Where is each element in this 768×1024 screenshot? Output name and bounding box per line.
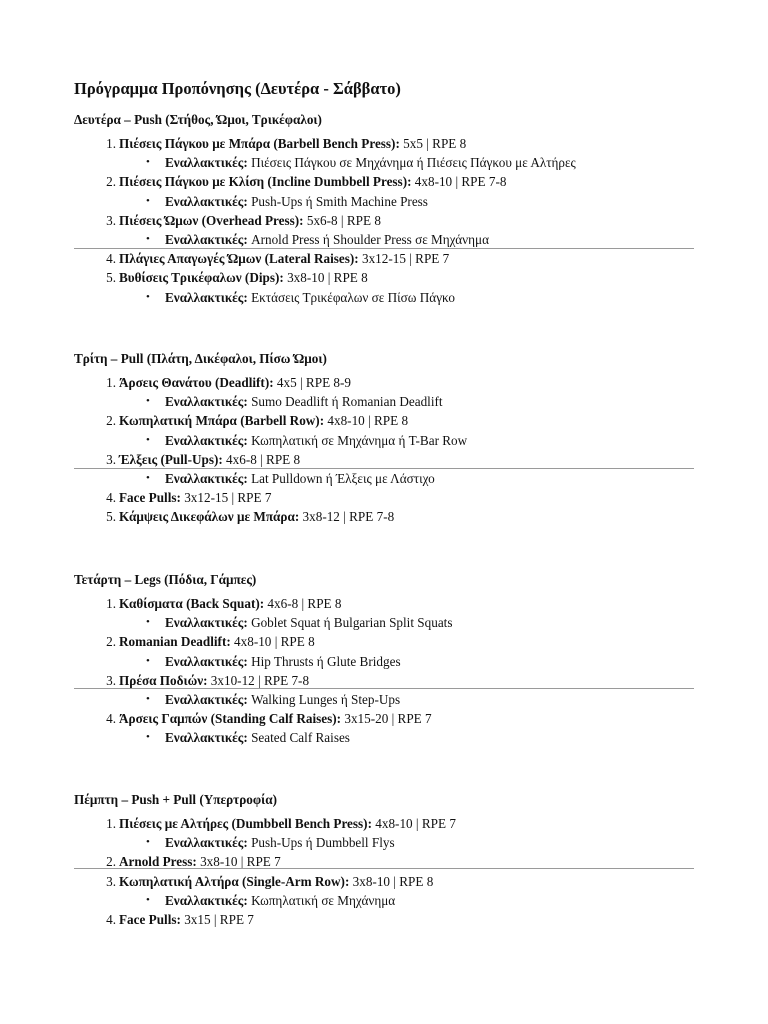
alternative-item bbox=[74, 288, 694, 307]
exercise-sets-reps: 3x10-12 | RPE 7-8 bbox=[207, 672, 310, 688]
exercise-name: Κωπηλατική Αλτήρα (Single-Arm Row): bbox=[119, 873, 350, 889]
alternatives-label: Εναλλακτικές: bbox=[165, 394, 248, 410]
list-number: 3. bbox=[106, 212, 116, 228]
alternatives-label: Εναλλακτικές: bbox=[165, 653, 248, 669]
exercise-name: Καθίσματα (Back Squat): bbox=[119, 596, 265, 611]
exercise-item bbox=[74, 134, 694, 153]
alternatives-label: Εναλλακτικές: bbox=[165, 471, 248, 487]
exercise-sets-reps: 3x8-12 | RPE 7-8 bbox=[299, 509, 395, 525]
alternatives-label: Εναλλακτικές: bbox=[165, 692, 248, 708]
list-number: 2. bbox=[106, 174, 116, 190]
list-number: 5. bbox=[106, 509, 116, 525]
exercise-sets-reps: 4x8-10 | RPE 8 bbox=[230, 634, 315, 650]
exercise-name: Άρσεις Γαμπών (Standing Calf Raises): bbox=[119, 711, 342, 727]
exercise-item bbox=[74, 632, 694, 651]
alternatives-text: Πιέσεις Πάγκου σε Μηχάνημα ή Πιέσεις Πάγκου με Αλτήρες bbox=[247, 155, 576, 171]
document-page bbox=[74, 78, 694, 928]
exercise-item bbox=[74, 172, 694, 191]
exercise-name: Πιέσεις με Αλτήρες (Dumbbell Bench Press): bbox=[119, 816, 372, 831]
list-number: 2. bbox=[106, 413, 116, 429]
exercise-sets-reps: 3x8-10 | RPE 8 bbox=[349, 873, 434, 889]
list-number: 5. bbox=[106, 270, 116, 286]
alternative-item bbox=[74, 469, 694, 488]
alternatives-text: Push-Ups ή Dumbbell Flys bbox=[247, 835, 395, 851]
list-number: 4. bbox=[106, 251, 116, 267]
exercise-item bbox=[74, 507, 694, 526]
exercise-name: Πιέσεις Πάγκου με Μπάρα (Barbell Bench Press): bbox=[119, 136, 400, 151]
exercise-name: Face Pulls: bbox=[119, 490, 181, 506]
alternative-item bbox=[74, 392, 694, 411]
exercise-list bbox=[74, 373, 694, 527]
exercise-name: Romanian Deadlift: bbox=[119, 634, 231, 650]
exercise-name: Βυθίσεις Τρικέφαλων (Dips): bbox=[119, 270, 284, 286]
alternatives-text: Κωπηλατική σε Μηχάνημα bbox=[247, 892, 396, 908]
exercise-item bbox=[74, 268, 694, 287]
exercise-item bbox=[74, 814, 694, 833]
exercise-name: Κωπηλατική Μπάρα (Barbell Row): bbox=[119, 413, 325, 429]
bullet-icon: • bbox=[146, 233, 150, 246]
exercise-item bbox=[74, 910, 694, 929]
section-divider bbox=[74, 248, 694, 249]
bullet-icon: • bbox=[146, 395, 150, 408]
bullet-icon: • bbox=[146, 836, 150, 849]
bullet-icon: • bbox=[146, 472, 150, 485]
exercise-sets-reps: 4x8-10 | RPE 7-8 bbox=[411, 174, 507, 190]
exercise-item bbox=[74, 709, 694, 728]
alternative-item bbox=[74, 690, 694, 709]
exercise-list bbox=[74, 594, 694, 748]
alternatives-label: Εναλλακτικές: bbox=[165, 615, 248, 631]
exercise-sets-reps: 3x12-15 | RPE 7 bbox=[358, 251, 450, 267]
alternatives-text: Arnold Press ή Shoulder Press σε Μηχάνημα bbox=[247, 232, 489, 248]
alternatives-text: Κωπηλατική σε Μηχάνημα ή T-Bar Row bbox=[247, 432, 468, 448]
section-divider bbox=[74, 688, 694, 689]
list-number: 3. bbox=[106, 672, 116, 688]
alternative-item bbox=[74, 833, 694, 852]
exercise-sets-reps: 3x8-10 | RPE 8 bbox=[283, 270, 368, 286]
bullet-icon: • bbox=[146, 433, 150, 446]
bullet-icon: • bbox=[146, 654, 150, 667]
alternative-item bbox=[74, 613, 694, 632]
bullet-icon: • bbox=[146, 156, 150, 169]
alternatives-label: Εναλλακτικές: bbox=[165, 155, 248, 171]
alternative-item bbox=[74, 192, 694, 211]
exercise-sets-reps: 5x5 | RPE 8 bbox=[399, 136, 467, 151]
list-number: 3. bbox=[106, 451, 116, 467]
alternatives-label: Εναλλακτικές: bbox=[165, 193, 248, 209]
list-number: 1. bbox=[106, 136, 116, 151]
alternatives-label: Εναλλακτικές: bbox=[165, 432, 248, 448]
alternatives-text: Sumo Deadlift ή Romanian Deadlift bbox=[247, 394, 443, 410]
exercise-item bbox=[74, 211, 694, 230]
alternatives-text: Εκτάσεις Τρικέφαλων σε Πίσω Πάγκο bbox=[247, 289, 455, 305]
alternatives-text: Push-Ups ή Smith Machine Press bbox=[247, 193, 428, 209]
bullet-icon: • bbox=[146, 290, 150, 303]
alternative-item bbox=[74, 891, 694, 910]
exercise-name: Πιέσεις Ώμων (Overhead Press): bbox=[119, 212, 304, 228]
alternatives-text: Walking Lunges ή Step-Ups bbox=[247, 692, 401, 708]
section-divider bbox=[74, 468, 694, 469]
section-divider bbox=[74, 868, 694, 869]
list-number: 4. bbox=[106, 490, 116, 506]
section-heading: Δευτέρα – Push (Στήθος, Ώμοι, Τρικέφαλοι) bbox=[74, 112, 322, 127]
exercise-sets-reps: 5x6-8 | RPE 8 bbox=[303, 212, 381, 228]
list-number: 4. bbox=[106, 912, 116, 928]
alternative-item bbox=[74, 431, 694, 450]
bullet-icon: • bbox=[146, 616, 150, 629]
list-number: 2. bbox=[106, 634, 116, 650]
exercise-sets-reps: 3x8-10 | RPE 7 bbox=[196, 854, 281, 870]
day-section bbox=[74, 110, 694, 307]
section-heading: Τρίτη – Pull (Πλάτη, Δικέφαλοι, Πίσω Ώμοι) bbox=[74, 351, 327, 366]
exercise-name: Arnold Press: bbox=[119, 854, 197, 870]
exercise-item bbox=[74, 249, 694, 268]
bullet-icon: • bbox=[146, 693, 150, 706]
exercise-name: Πρέσα Ποδιών: bbox=[119, 672, 208, 688]
bullet-icon: • bbox=[146, 194, 150, 207]
exercise-name: Έλξεις (Pull-Ups): bbox=[119, 451, 223, 467]
alternatives-label: Εναλλακτικές: bbox=[165, 289, 248, 305]
exercise-sets-reps: 4x6-8 | RPE 8 bbox=[222, 451, 301, 467]
exercise-sets-reps: 3x15-20 | RPE 7 bbox=[341, 711, 432, 727]
list-number: 1. bbox=[106, 375, 116, 390]
exercise-name: Πιέσεις Πάγκου με Κλίση (Incline Dumbbell Press): bbox=[119, 174, 412, 190]
alternatives-text: Goblet Squat ή Bulgarian Split Squats bbox=[247, 615, 453, 631]
list-number: 2. bbox=[106, 854, 116, 870]
alternatives-text: Hip Thrusts ή Glute Bridges bbox=[247, 653, 401, 669]
exercise-name: Πλάγιες Απαγωγές Ώμων (Lateral Raises): bbox=[119, 251, 359, 267]
section-heading: Πέμπτη – Push + Pull (Υπερτροφία) bbox=[74, 792, 277, 807]
section-heading: Τετάρτη – Legs (Πόδια, Γάμπες) bbox=[74, 572, 257, 587]
exercise-item bbox=[74, 488, 694, 507]
exercise-item bbox=[74, 373, 694, 392]
alternatives-text: Seated Calf Raises bbox=[247, 730, 350, 746]
exercise-sets-reps: 3x15 | RPE 7 bbox=[180, 912, 254, 928]
exercise-item bbox=[74, 450, 694, 469]
exercise-sets-reps: 4x8-10 | RPE 8 bbox=[324, 413, 409, 429]
alternatives-label: Εναλλακτικές: bbox=[165, 232, 248, 248]
exercise-item bbox=[74, 872, 694, 891]
exercise-name: Face Pulls: bbox=[119, 912, 181, 928]
exercise-sets-reps: 3x12-15 | RPE 7 bbox=[180, 490, 272, 506]
alternatives-text: Lat Pulldown ή Έλξεις με Λάστιχο bbox=[247, 471, 435, 487]
list-number: 4. bbox=[106, 711, 116, 727]
alternative-item bbox=[74, 230, 694, 249]
document-title: Πρόγραμμα Προπόνησης (Δευτέρα - Σάββατο) bbox=[74, 79, 401, 98]
alternatives-label: Εναλλακτικές: bbox=[165, 892, 248, 908]
exercise-name: Άρσεις Θανάτου (Deadlift): bbox=[119, 375, 274, 390]
list-number: 1. bbox=[106, 816, 116, 831]
list-number: 1. bbox=[106, 596, 116, 611]
list-number: 3. bbox=[106, 873, 116, 889]
exercise-list bbox=[74, 814, 694, 929]
day-section bbox=[74, 790, 694, 929]
day-section bbox=[74, 570, 694, 748]
bullet-icon: • bbox=[146, 893, 150, 906]
alternative-item bbox=[74, 728, 694, 747]
alternatives-label: Εναλλακτικές: bbox=[165, 730, 248, 746]
exercise-list bbox=[74, 134, 694, 307]
exercise-name: Κάμψεις Δικεφάλων με Μπάρα: bbox=[119, 509, 300, 525]
day-section bbox=[74, 349, 694, 527]
alternative-item bbox=[74, 153, 694, 172]
alternatives-label: Εναλλακτικές: bbox=[165, 835, 248, 851]
alternative-item bbox=[74, 652, 694, 671]
exercise-sets-reps: 4x8-10 | RPE 7 bbox=[371, 816, 456, 831]
bullet-icon: • bbox=[146, 731, 150, 744]
exercise-item bbox=[74, 411, 694, 430]
exercise-sets-reps: 4x5 | RPE 8-9 bbox=[273, 375, 351, 390]
exercise-sets-reps: 4x6-8 | RPE 8 bbox=[264, 596, 342, 611]
exercise-item bbox=[74, 594, 694, 613]
